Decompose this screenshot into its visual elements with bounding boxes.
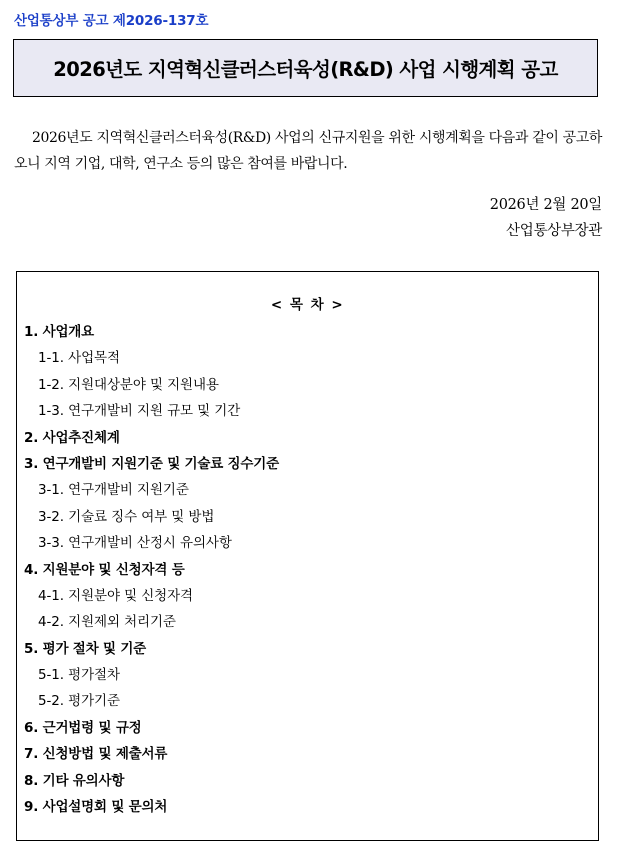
toc-section-item: 6. 근거법령 및 규정 bbox=[24, 719, 142, 736]
title-box bbox=[13, 39, 598, 97]
notice-date: 2026년 2월 20일 bbox=[489, 197, 602, 213]
intro-paragraph: 2026년도 지역혁신클러스터육성(R&D) 사업의 신규지원을 위한 시행계획을 다음과 같이 공고하오니 지역 기업, 대학, 연구소 등의 많은 참여를 바랍니다. bbox=[14, 130, 602, 172]
toc-section-item: 8. 기타 유의사항 bbox=[24, 772, 125, 789]
toc-section-item: 9. 사업설명회 및 문의처 bbox=[24, 799, 168, 816]
toc-subsection-item: 4-2. 지원제외 처리기준 bbox=[38, 614, 176, 631]
document-title: 2026년도 지역혁신클러스터육성(R&D) 사업 시행계획 공고 bbox=[53, 58, 558, 81]
toc-subsection-item: 3-3. 연구개발비 산정시 유의사항 bbox=[38, 535, 232, 552]
notice-number: 산업통상부 공고 제2026-137호 bbox=[14, 13, 209, 29]
toc-section-item: 7. 신청방법 및 제출서류 bbox=[24, 746, 168, 763]
toc-subsection-item: 1-3. 연구개발비 지원 규모 및 기간 bbox=[38, 403, 241, 420]
toc-section-item: 4. 지원분야 및 신청자격 등 bbox=[24, 561, 185, 578]
toc-subsection-item: 5-1. 평가절차 bbox=[38, 667, 120, 684]
signer-name: 산업통상부장관 bbox=[506, 223, 602, 239]
toc-section-item: 5. 평가 절차 및 기준 bbox=[24, 640, 147, 657]
toc-heading: < 목 차 > bbox=[270, 297, 345, 313]
toc-subsection-item: 5-2. 평가기준 bbox=[38, 693, 120, 710]
toc-subsection-item: 3-1. 연구개발비 지원기준 bbox=[38, 482, 189, 499]
toc-section-item: 1. 사업개요 bbox=[24, 324, 94, 340]
toc-subsection-item: 1-1. 사업목적 bbox=[38, 350, 120, 367]
toc-list bbox=[24, 319, 279, 820]
table-of-contents bbox=[16, 271, 599, 841]
toc-subsection-item: 4-1. 지원분야 및 신청자격 bbox=[38, 587, 193, 604]
toc-section-item: 2. 사업추진체계 bbox=[24, 429, 120, 446]
toc-section-item: 3. 연구개발비 지원기준 및 기술료 징수기준 bbox=[24, 455, 279, 472]
toc-subsection-item: 3-2. 기술료 징수 여부 및 방법 bbox=[38, 508, 215, 525]
toc-subsection-item: 1-2. 지원대상분야 및 지원내용 bbox=[38, 376, 219, 393]
